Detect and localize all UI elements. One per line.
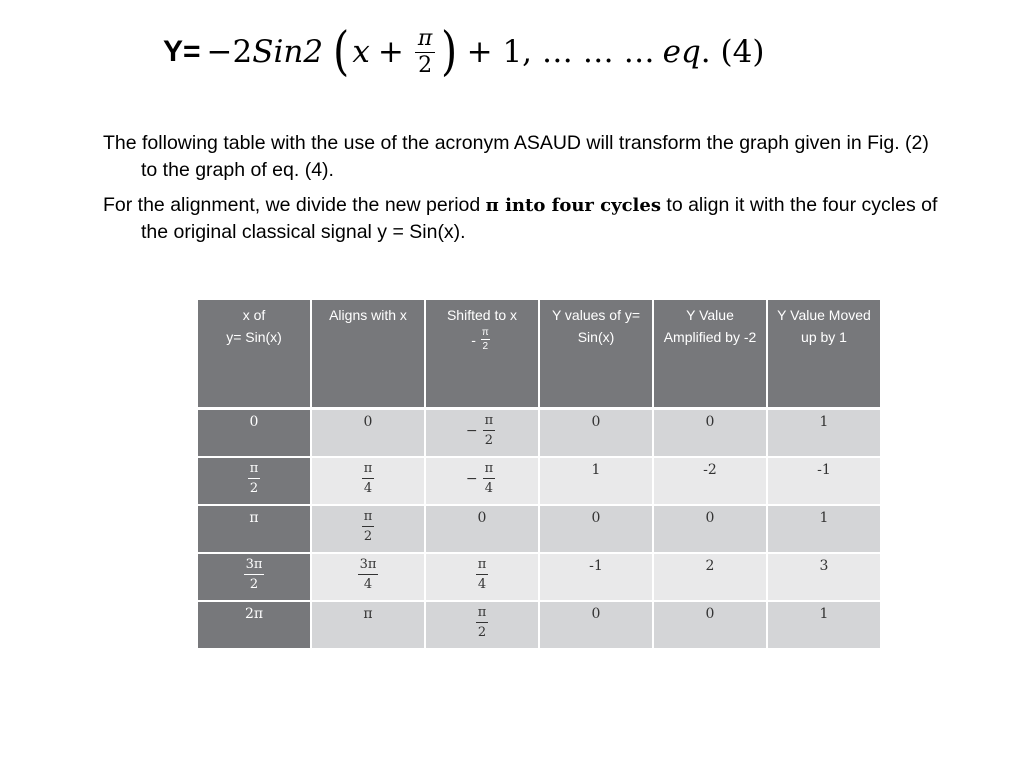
- paragraph-alignment-end: to align it with the four cycles of the original classical signal y = Sin(x).: [141, 194, 938, 243]
- table-row: [197, 505, 881, 553]
- cell-x: [197, 601, 311, 649]
- cell-value: π: [249, 510, 259, 526]
- cell-x: [197, 409, 311, 458]
- cell-aligns: [311, 553, 425, 601]
- asaud-table: [196, 298, 882, 650]
- header-shift-prefix: -: [471, 332, 476, 348]
- cell-x: [197, 553, 311, 601]
- cell-aligns: [311, 505, 425, 553]
- header-line: Amplified by -2: [663, 329, 757, 345]
- equation-left-paren: (: [333, 22, 350, 82]
- cell-shifted: [425, 505, 539, 553]
- cell-amplified: -2: [653, 457, 767, 505]
- cell-value: 0: [249, 414, 259, 430]
- fraction-denominator: 2: [477, 625, 487, 640]
- cell-moved: 1: [767, 409, 881, 458]
- table-row: [197, 457, 881, 505]
- fraction-numerator: 3π: [244, 558, 265, 575]
- minus-sign: −: [465, 422, 478, 439]
- cell-fraction: [248, 462, 261, 495]
- paragraph-alignment-start: For the alignment, we divide the new period: [103, 194, 481, 216]
- cell-amplified: 0: [653, 505, 767, 553]
- equation-vertical-shift: + 1, … … …: [466, 34, 655, 70]
- fraction-denominator: 2: [249, 577, 259, 592]
- fraction-denominator: 4: [484, 481, 493, 496]
- cell-fraction: [476, 606, 489, 639]
- equation-shift-numerator: π: [415, 28, 435, 53]
- header-aligns-with-x: [311, 299, 425, 409]
- cell-value: 0: [477, 510, 487, 526]
- cell-aligns: [311, 601, 425, 649]
- cell-value: π: [363, 606, 373, 622]
- header-x-of-sin: [197, 299, 311, 409]
- cell-shifted: [425, 601, 539, 649]
- cell-fraction: [476, 558, 489, 591]
- body-text: [103, 130, 943, 254]
- cell-moved: -1: [767, 457, 881, 505]
- fraction-denominator: 4: [363, 481, 373, 496]
- cell-shifted: [425, 457, 539, 505]
- header-line: Y Value Moved: [777, 307, 871, 323]
- fraction-numerator: 3π: [358, 558, 379, 575]
- equation-number: . (4): [700, 34, 765, 70]
- table-row: [197, 601, 881, 649]
- cell-amplified: 0: [653, 601, 767, 649]
- header-line: Aligns with x: [329, 307, 407, 323]
- fraction-numerator: π: [483, 462, 496, 479]
- paragraph-alignment-emphasis: π into four cycles: [485, 195, 661, 216]
- cell-fraction: [362, 462, 375, 495]
- equation: [163, 22, 764, 82]
- equation-amplitude: −2: [206, 34, 253, 70]
- header-line: up by 1: [801, 329, 847, 345]
- cell-amplified: 2: [653, 553, 767, 601]
- cell-amplified: 0: [653, 409, 767, 458]
- cell-fraction: [244, 558, 265, 591]
- cell-y-value: 0: [539, 409, 653, 458]
- header-amplified: [653, 299, 767, 409]
- equation-variable: x: [352, 34, 370, 70]
- fraction-denominator: 2: [249, 481, 259, 496]
- cell-shifted: [425, 553, 539, 601]
- header-line: x of: [242, 307, 266, 323]
- header-line: Y values of y=: [551, 307, 641, 323]
- cell-fraction: [362, 510, 375, 543]
- cell-y-value: 0: [539, 505, 653, 553]
- fraction-numerator: π: [476, 606, 489, 623]
- table-header-row: [197, 299, 881, 409]
- cell-x: [197, 457, 311, 505]
- fraction-numerator: π: [481, 327, 489, 338]
- fraction-numerator: π: [248, 462, 261, 479]
- header-shift-expression: [428, 328, 536, 352]
- fraction-denominator: 2: [484, 433, 493, 448]
- equation-right-paren: ): [441, 22, 458, 82]
- header-shifted: [425, 299, 539, 409]
- cell-moved: 1: [767, 505, 881, 553]
- cell-y-value: 1: [539, 457, 653, 505]
- fraction-denominator: 2: [363, 529, 373, 544]
- fraction-numerator: π: [483, 414, 496, 431]
- fraction-numerator: π: [476, 558, 489, 575]
- header-shift-fraction: [481, 328, 490, 352]
- equation-plus: +: [377, 34, 404, 70]
- fraction-denominator: 4: [363, 577, 373, 592]
- cell-y-value: -1: [539, 553, 653, 601]
- header-moved-up: [767, 299, 881, 409]
- paragraph-asaud: The following table with the use of the acronym ASAUD will transform the graph given in Fig. (2) to the graph of eq. (4).: [103, 132, 929, 181]
- table-row: [197, 409, 881, 458]
- cell-fraction: [483, 462, 496, 495]
- cell-aligns: [311, 409, 425, 458]
- fraction-numerator: π: [362, 462, 375, 479]
- cell-aligns: [311, 457, 425, 505]
- equation-shift-fraction: [415, 25, 435, 78]
- header-line: Sin(x): [577, 329, 615, 345]
- minus-sign: −: [465, 470, 478, 487]
- cell-fraction: [483, 414, 496, 447]
- header-line: Y Value: [686, 307, 734, 323]
- equation-lhs: Y: [163, 35, 184, 68]
- fraction-denominator: 4: [477, 577, 487, 592]
- cell-moved: 3: [767, 553, 881, 601]
- fraction-numerator: π: [362, 510, 375, 527]
- table-row: [197, 553, 881, 601]
- cell-x: [197, 505, 311, 553]
- fraction-denominator: 2: [482, 341, 489, 352]
- header-line: Shifted to x: [446, 307, 518, 323]
- cell-fraction: [358, 558, 379, 591]
- header-y-values: [539, 299, 653, 409]
- equation-shift-denominator: 2: [418, 52, 433, 78]
- equation-label: eq: [662, 34, 701, 70]
- cell-value: 2π: [244, 606, 264, 622]
- cell-y-value: 0: [539, 601, 653, 649]
- header-line: y= Sin(x): [226, 329, 282, 345]
- equation-function: Sin2: [252, 34, 324, 70]
- cell-moved: 1: [767, 601, 881, 649]
- cell-shifted: [425, 409, 539, 458]
- paragraph-alignment: [103, 192, 943, 246]
- cell-value: 0: [363, 414, 373, 430]
- equation-equals: =: [183, 35, 201, 68]
